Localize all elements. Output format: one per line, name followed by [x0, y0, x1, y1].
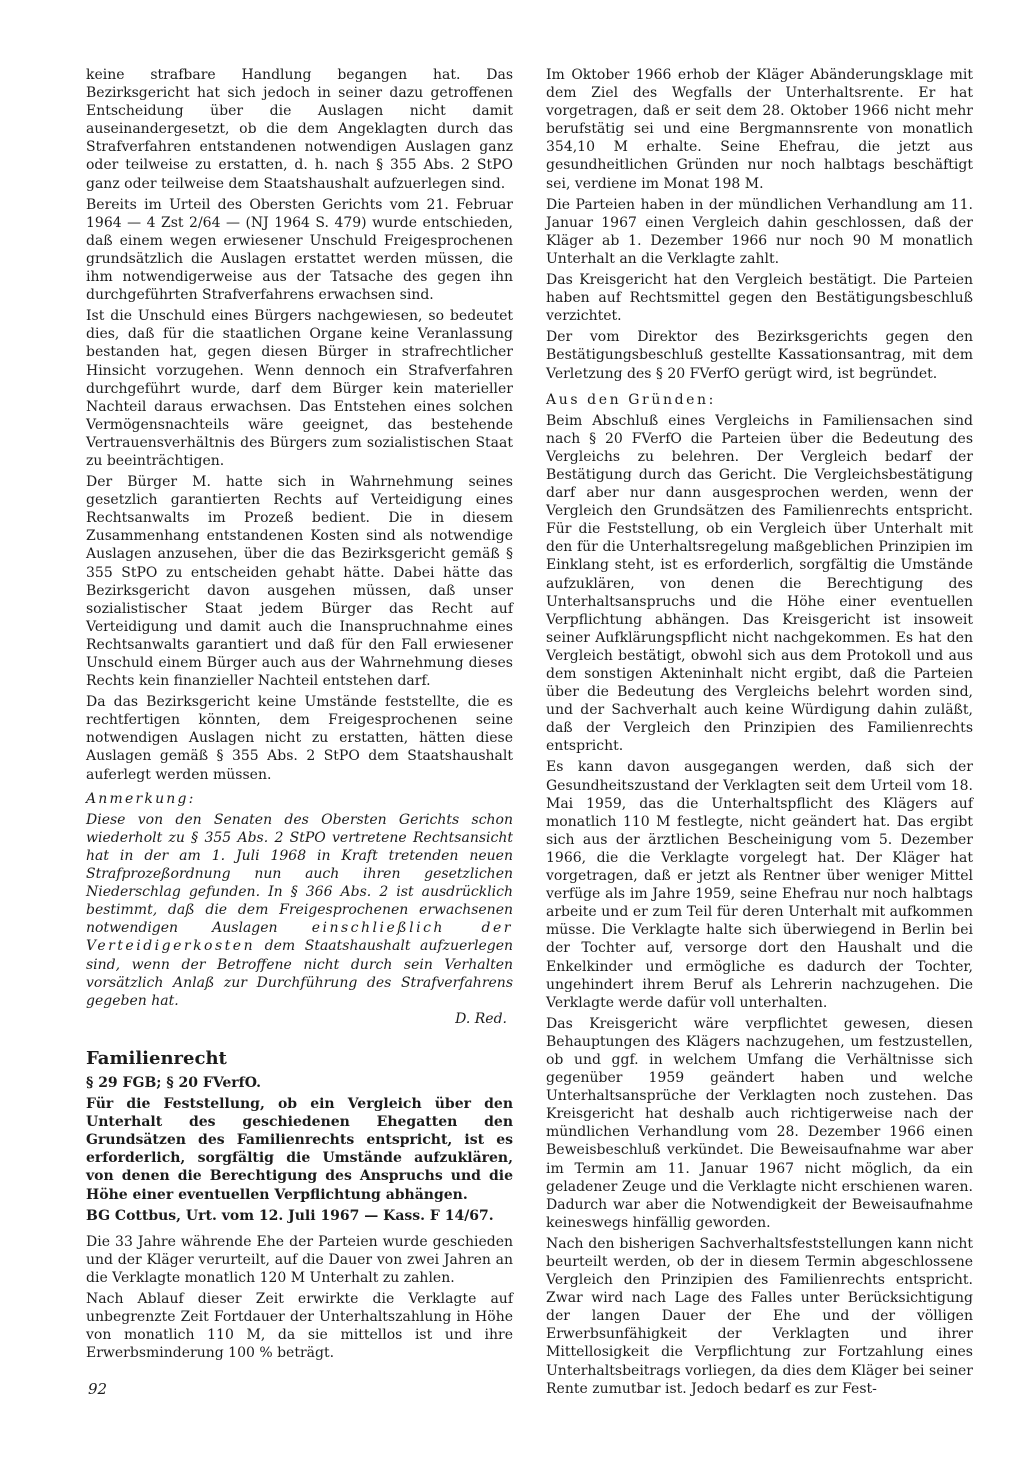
note-signature: D. Red.: [455, 1010, 507, 1027]
note-label: Anmerkung:: [86, 790, 196, 807]
paragraph: Bereits im Urteil des Obersten Gerichts vom 21. Februar 1964 — 4 Zst 2/64 — (NJ 1964 S. 479) wurde entschieden, daß einem wegen erwiesener Unschuld Freigesprochenen grundsätzlich die Auslagen erstattet werden müssen, die ihm notwendigerweise aus der Tatsache des gegen ihn durchgeführten Strafverfahrens erwachsen sind.: [86, 196, 513, 304]
right-column: [546, 66, 973, 1401]
note-text-a: Diese von den Senaten des Obersten Gerichts schon wiederholt zu § 355 Abs. 2 StPO vertretene Rechtsansicht hat in der am 1. Juli 1968 in Kraft tretenden neuen Strafprozeßordnung nun auch ihren gesetzlichen Niederschlag gefunden. In § 366 Abs. 2 ist ausdrücklich bestimmt, daß die dem Freigesprochenen erwachsenen notwendigen Auslagen: [86, 811, 513, 937]
paragraph: Nach Ablauf dieser Zeit erwirkte die Verklagte auf unbegrenzte Zeit Fortdauer der Unterhaltszahlung in Höhe von monatlich 110 M, da sie mittellos ist und ihre Erwerbsminderung 100 % beträgt.: [86, 1291, 513, 1362]
section-heading: Familienrecht: [86, 1047, 227, 1069]
note-text-b: dem Staatshaushalt aufzuerlegen sind, wenn der Betroffene nicht durch sein Verhalten vorsätzlich Anlaß zur Durchführung des Strafverfahrens gegeben hat.: [86, 938, 513, 1009]
paragraph: Im Oktober 1966 erhob der Kläger Abänderungsklage mit dem Ziel des Wegfalls der Unterhaltsrente. Er hat vorgetragen, daß er seit dem 28. Oktober 1966 nicht mehr berufstätig sei und eine Bergmannsrente von monatlich 354,10 M erhalte. Seine Ehefrau, die jetzt aus gesundheitlichen Gründen nur noch halbtags beschäftigt sei, verdiene im Monat 198 M.: [546, 67, 973, 192]
paragraph: Da das Bezirksgericht keine Umstände feststellte, die es rechtfertigen könnten, dem Freigesprochenen seine notwendigen Auslagen nicht zu erstatten, hätten diese Auslagen gemäß § 355 Abs. 2 StPO dem Staatshaushalt auferlegt werden müssen.: [86, 694, 513, 783]
paragraph: Der Bürger M. hatte sich in Wahrnehmung seines gesetzlich garantierten Rechts auf Verteidigung eines Rechtsanwalts im Prozeß bedient. Die in diesem Zusammenhang entstandenen Kosten sind als notwendige Auslagen anzusehen, über die das Bezirksgericht gemäß § 355 StPO zu entscheiden gehabt hätte. Dabei hätte das Bezirksgericht davon ausgehen müssen, daß unser sozialistischer Staat jedem Bürger das Recht auf Verteidigung und damit auch die Inanspruchnahme eines Rechtsanwalts garantiert und daß für den Fall erwiesener Unschuld einem Bürger auch aus der Wahrnehmung dieses Rechts kein finanzieller Nachteil entstehen darf.: [86, 474, 513, 690]
law-reference: § 29 FGB; § 20 FVerfO.: [86, 1074, 261, 1091]
editorial-note-text: [86, 811, 513, 1010]
paragraph: keine strafbare Handlung begangen hat. Das Bezirksgericht hat sich jedoch in seiner dazu getroffenen Entscheidung über die Auslagen nicht damit auseinandergesetzt, ob die dem Angeklagten durch das Strafverfahren entstandenen notwendigen Auslagen ganz oder teilweise zu erstatten, d. h. nach § 355 Abs. 2 StPO ganz oder teilweise dem Staatshaushalt aufzuerlegen sind.: [86, 67, 513, 192]
paragraph: Beim Abschluß eines Vergleichs in Familiensachen sind nach § 20 FVerfO die Parteien über die Bedeutung des Vergleichs zu belehren. Der Vergleich bedarf der Bestätigung durch das Gericht. Die Vergleichsbestätigung darf aber nur dann ausgesprochen werden, wenn der Vergleich den Grundsätzen des Familienrechts entspricht. Für die Feststellung, ob ein Vergleich über Unterhalt mit den für die Unterhaltsregelung maßgeblichen Prinzipien im Einklang steht, ist es erforderlich, sorgfältig die Umstände aufzuklären, von denen die Berechtigung des Unterhaltsanspruchs und die Höhe einer eventuellen Verpflichtung abhängen. Das Kreisgericht ist insoweit seiner Aufklärungspflicht nicht nachgekommen. Es hat den Vergleich bestätigt, obwohl sich aus dem Protokoll und aus dem sonstigen Akteninhalt nicht ergibt, daß die Parteien über die Bedeutung des Vergleichs belehrt worden sind, und der Sachverhalt auch keine Würdigung dahin zuläßt, daß der Vergleich den Prinzipien des Familienrechts entspricht.: [546, 412, 973, 755]
paragraph: Es kann davon ausgegangen werden, daß sich der Gesundheitszustand der Verklagten seit dem Urteil vom 18. Mai 1959, das die Unterhaltspflicht des Klägers auf monatlich 110 M festlegte, nicht geändert hat. Das ergibt sich aus der ärztlichen Bescheinigung vom 5. Dezember 1966, die die Verklagte vorgelegt hat. Der Kläger hat vorgetragen, daß er jetzt als Rentner über weniger Mittel verfüge als im Jahre 1959, seine Ehefrau nur noch halbtags arbeite und er zum Teil für deren Unterhalt mit aufkommen müsse. Die Verklagte halte sich überwiegend in Berlin bei der Tochter auf, versorge dort den Haushalt und die Enkelkinder und ermögliche es dadurch der Tochter, ungehindert ihrem Beruf als Lehrerin nachzugehen. Die Verklagte werde dafür voll unterhalten.: [546, 759, 973, 1011]
page-number: 92: [88, 1380, 108, 1398]
paragraph: Nach den bisherigen Sachverhaltsfeststellungen kann nicht beurteilt werden, ob der in diesem Termin abgeschlossene Vergleich den Prinzipien des Familienrechts entspricht. Zwar wird nach Lage des Falles unter Berücksichtigung der langen Dauer der Ehe und der völligen Erwerbsunfähigkeit der Verklagten und ihrer Mittellosigkeit die Verpflichtung zur Fortzahlung eines Unterhaltsbeitrags vorliegen, da dies dem Kläger bei seiner Rente zumutbar ist. Jedoch bedarf es zur Fest-: [546, 1235, 973, 1397]
paragraph: Das Kreisgericht hat den Vergleich bestätigt. Die Parteien haben auf Rechtsmittel gegen den Bestätigungsbeschluß verzichtet.: [546, 272, 973, 325]
paragraph: Ist die Unschuld eines Bürgers nachgewiesen, so bedeutet dies, daß für die staatlichen Organe keine Veranlassung bestanden hat, gegen diesen Bürger in strafrechtlicher Hinsicht vorzugehen. Wenn dennoch ein Strafverfahren durchgeführt wurde, darf dem Bürger kein materieller Nachteil daraus erwachsen. Das Entstehen eines solchen Vermögensnachteils wäre geeignet, das bestehende Vertrauensverhältnis des Bürgers zum sozialistischen Staat zu beeinträchtigen.: [86, 308, 513, 469]
editorial-note: [86, 811, 513, 1028]
paragraph: Der vom Direktor des Bezirksgerichts gegen den Bestätigungsbeschluß gestellte Kassationsantrag, mit dem Verletzung des § 20 FVerfO gerügt wird, ist begründet.: [546, 329, 973, 382]
headnote: Für die Feststellung, ob ein Vergleich über den Unterhalt des geschiedenen Ehegatten den Grundsätzen des Familienrechts entspricht, ist es erforderlich, sorgfältig die Umstände aufzuklären, von denen die Berechtigung des Anspruchs und die Höhe einer eventuellen Verpflichtung abhängen.: [86, 1096, 513, 1203]
paragraph: Die 33 Jahre währende Ehe der Parteien wurde geschieden und der Kläger verurteilt, auf die Dauer von zwei Jahren an die Verklagte monatlich 120 M Unterhalt zu zahlen.: [86, 1233, 513, 1286]
left-column: [86, 66, 513, 1365]
paragraph: Die Parteien haben in der mündlichen Verhandlung am 11. Januar 1967 einen Vergleich dahin geschlossen, daß der Kläger ab 1. Dezember 1966 nur noch 90 M monatlich Unterhalt an die Verklagte zahlt.: [546, 196, 973, 267]
paragraph: Das Kreisgericht wäre verpflichtet gewesen, diesen Behauptungen des Klägers nachzugehen, um festzustellen, ob und ggf. in welchem Umfang die Verhältnisse sich gegenüber 1959 geändert haben und welche Unterhaltsansprüche der Verklagten noch zustehen. Das Kreisgericht hat deshalb auch richtigerweise nach der mündlichen Verhandlung vom 28. Dezember 1966 einen Beweisbeschluß verkündet. Die Beweisaufnahme war aber im Termin am 11. Januar 1967 nicht möglich, da ein geladener Zeuge und die Verklagte nicht erschienen waren. Dadurch war aber die Notwendigkeit der Beweisaufnahme keineswegs hinfällig geworden.: [546, 1015, 973, 1231]
court-reference: BG Cottbus, Urt. vom 12. Juli 1967 — Kass. F 14/67.: [86, 1207, 494, 1224]
reasons-label: Aus den Gründen:: [546, 391, 716, 408]
note-emphasis: einschließlich der Verteidigerkosten: [86, 920, 513, 955]
